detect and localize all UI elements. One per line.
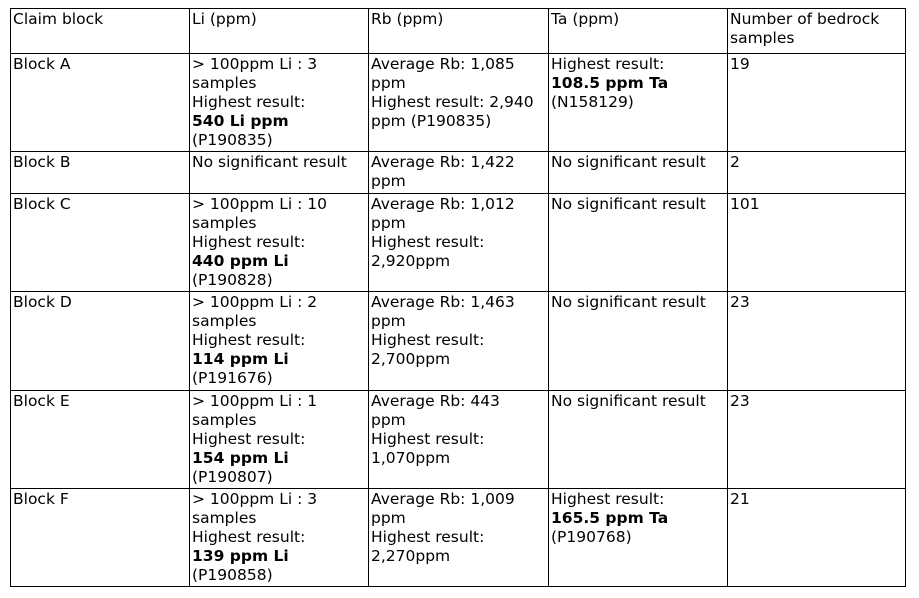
bedrock-samples-count: 23 <box>730 392 750 410</box>
table-row <box>11 292 906 391</box>
claim-block-cell <box>11 391 190 489</box>
rb-line: ppm <box>371 214 406 232</box>
claim-block-cell <box>11 489 190 587</box>
li-cell <box>190 152 369 194</box>
claim-block-name: Block C <box>13 195 71 213</box>
bedrock-samples-cell <box>728 391 906 489</box>
ta-line: No significant result <box>551 153 706 171</box>
ta-line: No significant result <box>551 195 706 213</box>
rb-line: Highest result: <box>371 331 485 349</box>
bedrock-samples-count: 101 <box>730 195 760 213</box>
rb-line: ppm (P190835) <box>371 112 492 130</box>
rb-cell <box>369 489 549 587</box>
header-li-text: Li (ppm) <box>192 10 257 28</box>
header-row <box>11 9 906 54</box>
header-claim-block <box>11 9 190 54</box>
rb-cell <box>369 54 549 152</box>
li-line: 139 ppm Li <box>192 547 289 565</box>
rb-line: Average Rb: 1,012 <box>371 195 515 213</box>
claim-block-name: Block A <box>13 55 71 73</box>
results-table-body <box>11 9 906 587</box>
li-line: Highest result: <box>192 528 306 546</box>
rb-line: ppm <box>371 411 406 429</box>
ta-cell <box>549 194 728 292</box>
ta-line: 108.5 ppm Ta <box>551 74 669 92</box>
li-line: samples <box>192 411 257 429</box>
rb-line: Highest result: <box>371 233 485 251</box>
ta-cell <box>549 54 728 152</box>
rb-line: Average Rb: 1,085 <box>371 55 515 73</box>
claim-block-name: Block B <box>13 153 71 171</box>
rb-line: ppm <box>371 172 406 190</box>
ta-line: Highest result: <box>551 55 665 73</box>
li-line: > 100ppm Li : 10 <box>192 195 327 213</box>
header-rb-text: Rb (ppm) <box>371 10 444 28</box>
rb-line: 2,700ppm <box>371 350 451 368</box>
rb-line: Average Rb: 1,009 <box>371 490 515 508</box>
ta-cell <box>549 152 728 194</box>
li-cell <box>190 489 369 587</box>
li-line: Highest result: <box>192 233 306 251</box>
li-cell <box>190 194 369 292</box>
table-row <box>11 152 906 194</box>
header-bedrock-samples-line2: samples <box>730 29 795 47</box>
rb-cell <box>369 292 549 391</box>
claim-block-cell <box>11 152 190 194</box>
li-line: samples <box>192 214 257 232</box>
bedrock-samples-cell <box>728 152 906 194</box>
bedrock-samples-count: 19 <box>730 55 750 73</box>
bedrock-samples-cell <box>728 54 906 152</box>
bedrock-samples-cell <box>728 489 906 587</box>
li-line: samples <box>192 509 257 527</box>
li-line: 440 ppm Li <box>192 252 289 270</box>
li-line: (P190858) <box>192 566 273 584</box>
table-row <box>11 391 906 489</box>
ta-line: (P190768) <box>551 528 632 546</box>
li-cell <box>190 292 369 391</box>
li-line: (P190835) <box>192 131 273 149</box>
ta-line: 165.5 ppm Ta <box>551 509 669 527</box>
li-line: samples <box>192 74 257 92</box>
ta-cell <box>549 292 728 391</box>
ta-line: Highest result: <box>551 490 665 508</box>
rb-line: 2,270ppm <box>371 547 451 565</box>
rb-line: ppm <box>371 74 406 92</box>
claim-block-name: Block E <box>13 392 70 410</box>
ta-line: No significant result <box>551 392 706 410</box>
rb-line: Highest result: 2,940 <box>371 93 534 111</box>
header-claim-block-text: Claim block <box>13 10 104 28</box>
ta-cell <box>549 489 728 587</box>
header-li <box>190 9 369 54</box>
rb-line: Highest result: <box>371 528 485 546</box>
ta-line: (N158129) <box>551 93 634 111</box>
table-row <box>11 54 906 152</box>
rb-line: 2,920ppm <box>371 252 451 270</box>
claim-block-name: Block D <box>13 293 72 311</box>
claim-block-cell <box>11 54 190 152</box>
li-line: > 100ppm Li : 3 <box>192 490 318 508</box>
rb-cell <box>369 194 549 292</box>
li-cell <box>190 54 369 152</box>
results-table <box>10 8 906 587</box>
ta-cell <box>549 391 728 489</box>
header-rb <box>369 9 549 54</box>
li-line: 154 ppm Li <box>192 449 289 467</box>
bedrock-samples-cell <box>728 292 906 391</box>
li-line: 540 Li ppm <box>192 112 289 130</box>
rb-line: Average Rb: 443 <box>371 392 500 410</box>
li-line: No significant result <box>192 153 347 171</box>
li-line: Highest result: <box>192 331 306 349</box>
header-bedrock-samples <box>728 9 906 54</box>
claim-block-cell <box>11 292 190 391</box>
li-line: Highest result: <box>192 93 306 111</box>
rb-line: Highest result: <box>371 430 485 448</box>
rb-line: ppm <box>371 509 406 527</box>
rb-cell <box>369 152 549 194</box>
li-line: > 100ppm Li : 2 <box>192 293 318 311</box>
table-row <box>11 489 906 587</box>
rb-line: 1,070ppm <box>371 449 451 467</box>
rb-line: Average Rb: 1,463 <box>371 293 515 311</box>
li-line: (P191676) <box>192 369 273 387</box>
bedrock-samples-cell <box>728 194 906 292</box>
ta-line: No significant result <box>551 293 706 311</box>
li-line: (P190828) <box>192 271 273 289</box>
li-line: > 100ppm Li : 1 <box>192 392 318 410</box>
li-cell <box>190 391 369 489</box>
bedrock-samples-count: 23 <box>730 293 750 311</box>
bedrock-samples-count: 21 <box>730 490 750 508</box>
rb-cell <box>369 391 549 489</box>
header-ta-text: Ta (ppm) <box>551 10 620 28</box>
rb-line: Average Rb: 1,422 <box>371 153 515 171</box>
header-bedrock-samples-line1: Number of bedrock <box>730 10 880 28</box>
li-line: samples <box>192 312 257 330</box>
li-line: > 100ppm Li : 3 <box>192 55 318 73</box>
bedrock-samples-count: 2 <box>730 153 740 171</box>
header-ta <box>549 9 728 54</box>
li-line: (P190807) <box>192 468 273 486</box>
claim-block-name: Block F <box>13 490 69 508</box>
rb-line: ppm <box>371 312 406 330</box>
table-row <box>11 194 906 292</box>
li-line: 114 ppm Li <box>192 350 289 368</box>
claim-block-cell <box>11 194 190 292</box>
li-line: Highest result: <box>192 430 306 448</box>
